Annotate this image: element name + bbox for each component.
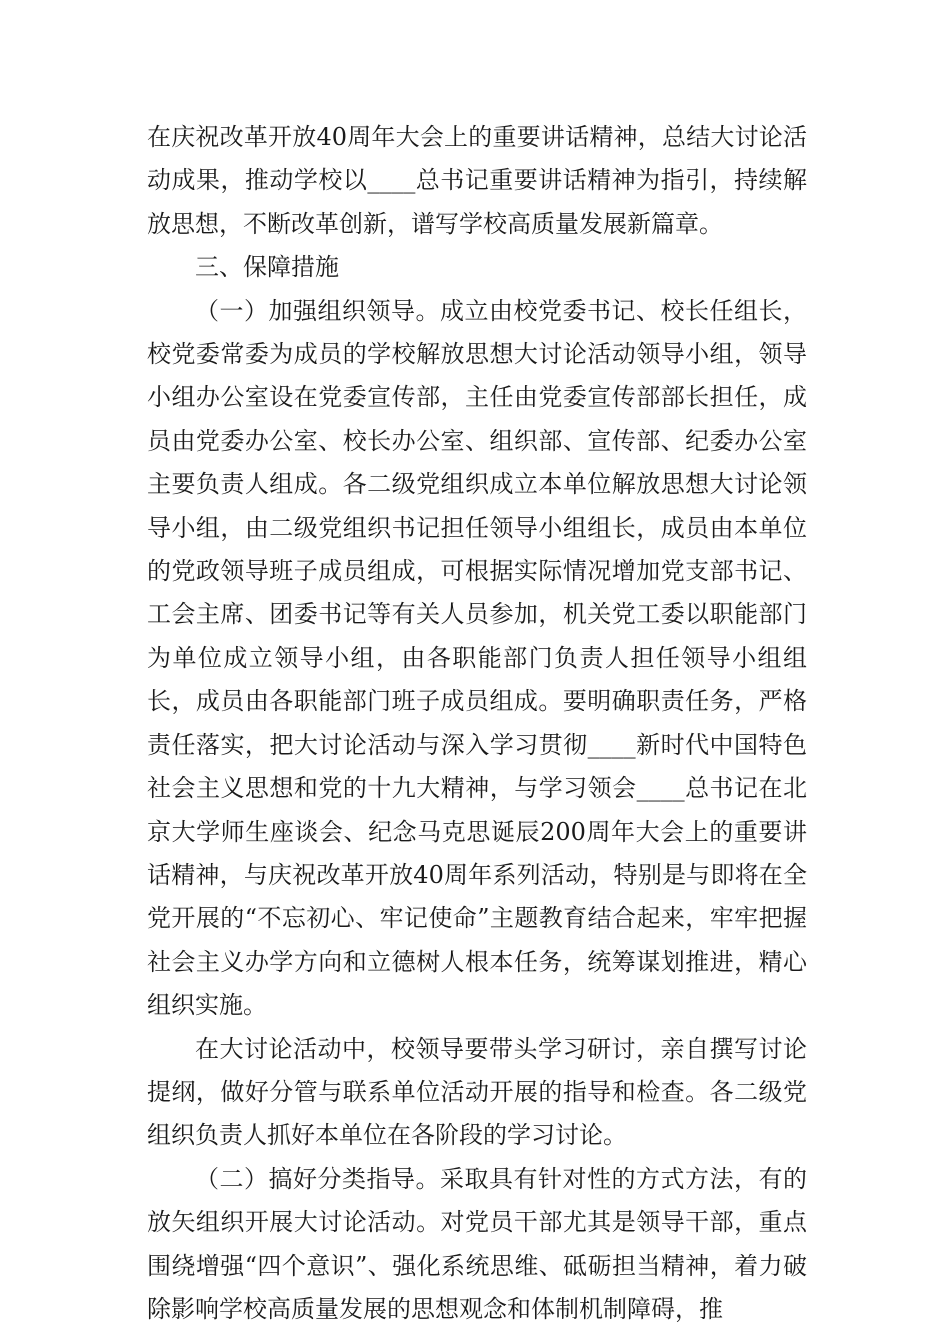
paragraph-organization-leadership: （一）加强组织领导。成立由校党委书记、校长任组长，校党委常委为成员的学校解放思想大讨论活动领导小组，领导小组办公室设在党委宣传部，主任由党委宣传部部长担任，成员由党委办公室、校长办公室、组织部、宣传部、纪委办公室主要负责人组成。各二级党组织成立本单位解放思想大讨论领导小组，由二级党组织书记担任领导小组组长，成员由本单位的党政领导班子成员组成，可根据实际情况增加党支部书记、工会主席、团委书记等有关人员参加，机关党工委以职能部门为单位成立领导小组，由各职能部门负责人担任领导小组组长，成员由各职能部门班子成员组成。要明确职责任务，严格责任落实，把大讨论活动与深入学习贯彻____新时代中国特色社会主义思想和党的十九大精神，与学习领会____总书记在北京大学师生座谈会、纪念马克思诞辰200周年大会上的重要讲话精神，与庆祝改革开放40周年系列活动，特别是与即将在全党开展的“不忘初心、牢记使命”主题教育结合起来，牢牢把握社会主义办学方向和立德树人根本任务，统筹谋划推进，精心组织实施。 [147,296,807,1020]
document-body [147,116,807,1331]
paragraph-school-leaders: 在大讨论活动中，校领导要带头学习研讨，亲自撰写讨论提纲，做好分管与联系单位活动开展的指导和检查。各二级党组织负责人抓好本单位在各阶段的学习讨论。 [147,1034,807,1150]
paragraph-continuation: 在庆祝改革开放40周年大会上的重要讲话精神，总结大讨论活动成果，推动学校以____总书记重要讲话精神为指引，持续解放思想，不断改革创新，谱写学校高质量发展新篇章。 [147,123,807,238]
paragraph-classified-guidance: （二）搞好分类指导。采取具有针对性的方式方法，有的放矢组织开展大讨论活动。对党员干部尤其是领导干部，重点围绕增强“四个意识”、强化系统思维、砥砺担当精神，着力破除影响学校高质量发展的思想观念和体制机制障碍，推 [147,1164,807,1323]
section-heading-safeguards: 三、保障措施 [195,253,339,282]
